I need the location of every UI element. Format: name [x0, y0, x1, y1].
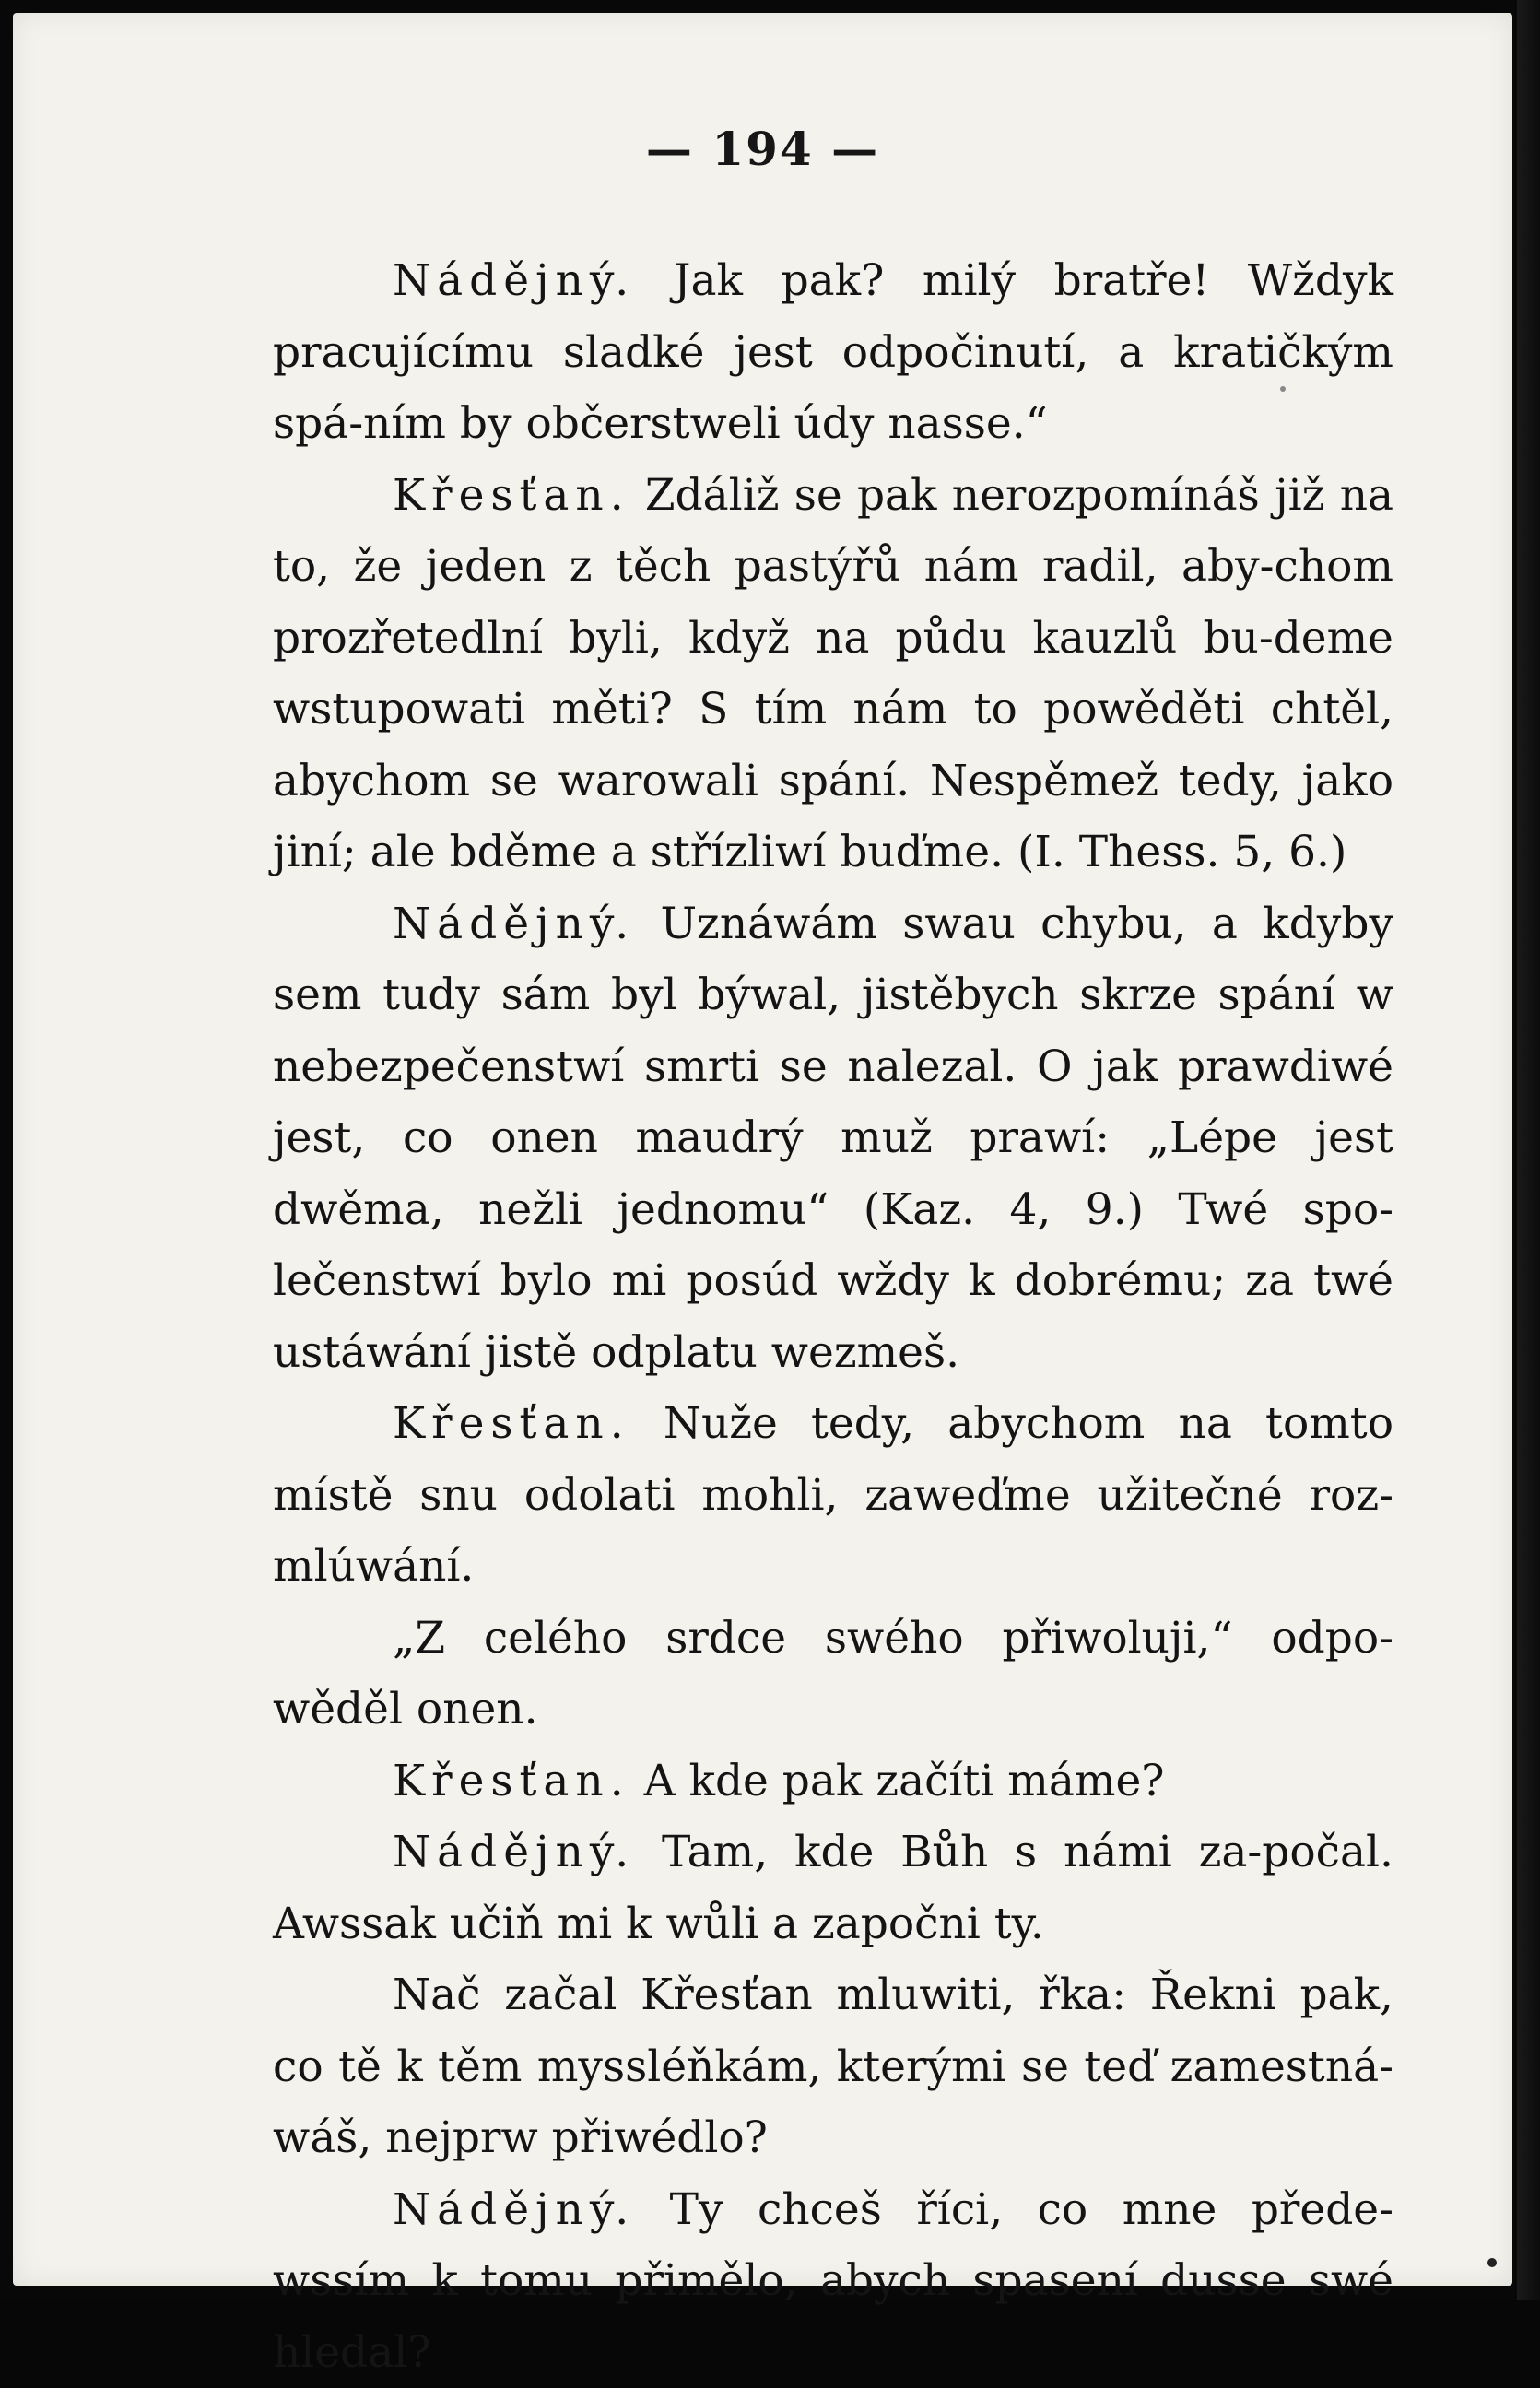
paragraph-text: Uznáwám swau chybu, a kdyby sem tudy sám byl býwal, jistěbych skrze spání w nebezpečenstwí smrti se nalezal. O jak prawdiwé jest, co onen maudrý muž prawí: „Lépe jest dwěma, nežli jednomu“ (Kaz. 4, 9.) Twé spo-lečenstwí bylo mi posúd wždy k dobrému; za twé ustáwání jistě odplatu wezmeš. — [273, 899, 1393, 1378]
paragraph — [273, 888, 1393, 1389]
paragraph — [273, 460, 1393, 888]
speaker-name: Křesťan. — [393, 1398, 630, 1449]
paragraph-text: Zdáliž se pak nerozpomínáš již na to, že jeden z těch pastýřů nám radil, aby-chom prozřetedlní byli, když na půdu kauzlů bu-deme wstupowati měti? S tím nám to powěděti chtěl, abychom se warowali spání. Nespěmež tedy, jako jiní; ale bděme a střízliwí buďme. (I. Thess. 5, 6.) — [273, 470, 1393, 878]
paragraph-text: Tam, kde Bůh s námi za-počal. Awssak učiň mi k wůli a započni ty. — [273, 1827, 1393, 1949]
paragraph — [273, 2174, 1393, 2388]
book-page — [13, 13, 1512, 2286]
paragraph-text: Ty chceš říci, co mne přede-wssím k tomu přimělo, abych spasení dusse swé hledal? — [273, 2184, 1393, 2378]
scan-edge-strip — [1517, 0, 1540, 2300]
speaker-name: Nádějný. — [393, 899, 635, 949]
speaker-name: Nádějný. — [393, 255, 635, 306]
ink-speck — [1280, 386, 1286, 392]
speaker-name: Nádějný. — [393, 2184, 635, 2235]
ink-speck — [1487, 2258, 1497, 2267]
speaker-name: Nádějný. — [393, 1827, 635, 1877]
paragraph — [273, 1388, 1393, 1603]
body-text — [273, 245, 1393, 2388]
paragraph — [273, 1603, 1393, 1746]
paragraph — [273, 1746, 1393, 1817]
paragraph-text: A kde pak začíti máme? — [630, 1756, 1165, 1806]
speaker-name: Křesťan. — [393, 1756, 630, 1806]
paragraph-text: Nuže tedy, abychom na tomto místě snu odolati mohli, zaweďme užitečné roz-mlúwání. — [273, 1398, 1393, 1592]
paragraph-text: „Z celého srdce swého přiwoluji,“ odpo-wěděl onen. — [273, 1613, 1393, 1735]
paragraph — [273, 1817, 1393, 1959]
paragraph — [273, 245, 1393, 460]
paragraph-text: Jak pak? milý bratře! Wždyk pracujícímu sladké jest odpočinutí, a kratičkým spá-ním by občerstweli údy nasse.“ — [273, 255, 1393, 449]
page-number: — 194 — — [13, 122, 1512, 176]
paragraph — [273, 1959, 1393, 2174]
speaker-name: Křesťan. — [393, 470, 630, 521]
paragraph-text: Nač začal Křesťan mluwiti, řka: Řekni pak, co tě k těm myssléňkám, kterými se teď zamestná-wáš, nejprw přiwédlo? — [273, 1970, 1393, 2163]
